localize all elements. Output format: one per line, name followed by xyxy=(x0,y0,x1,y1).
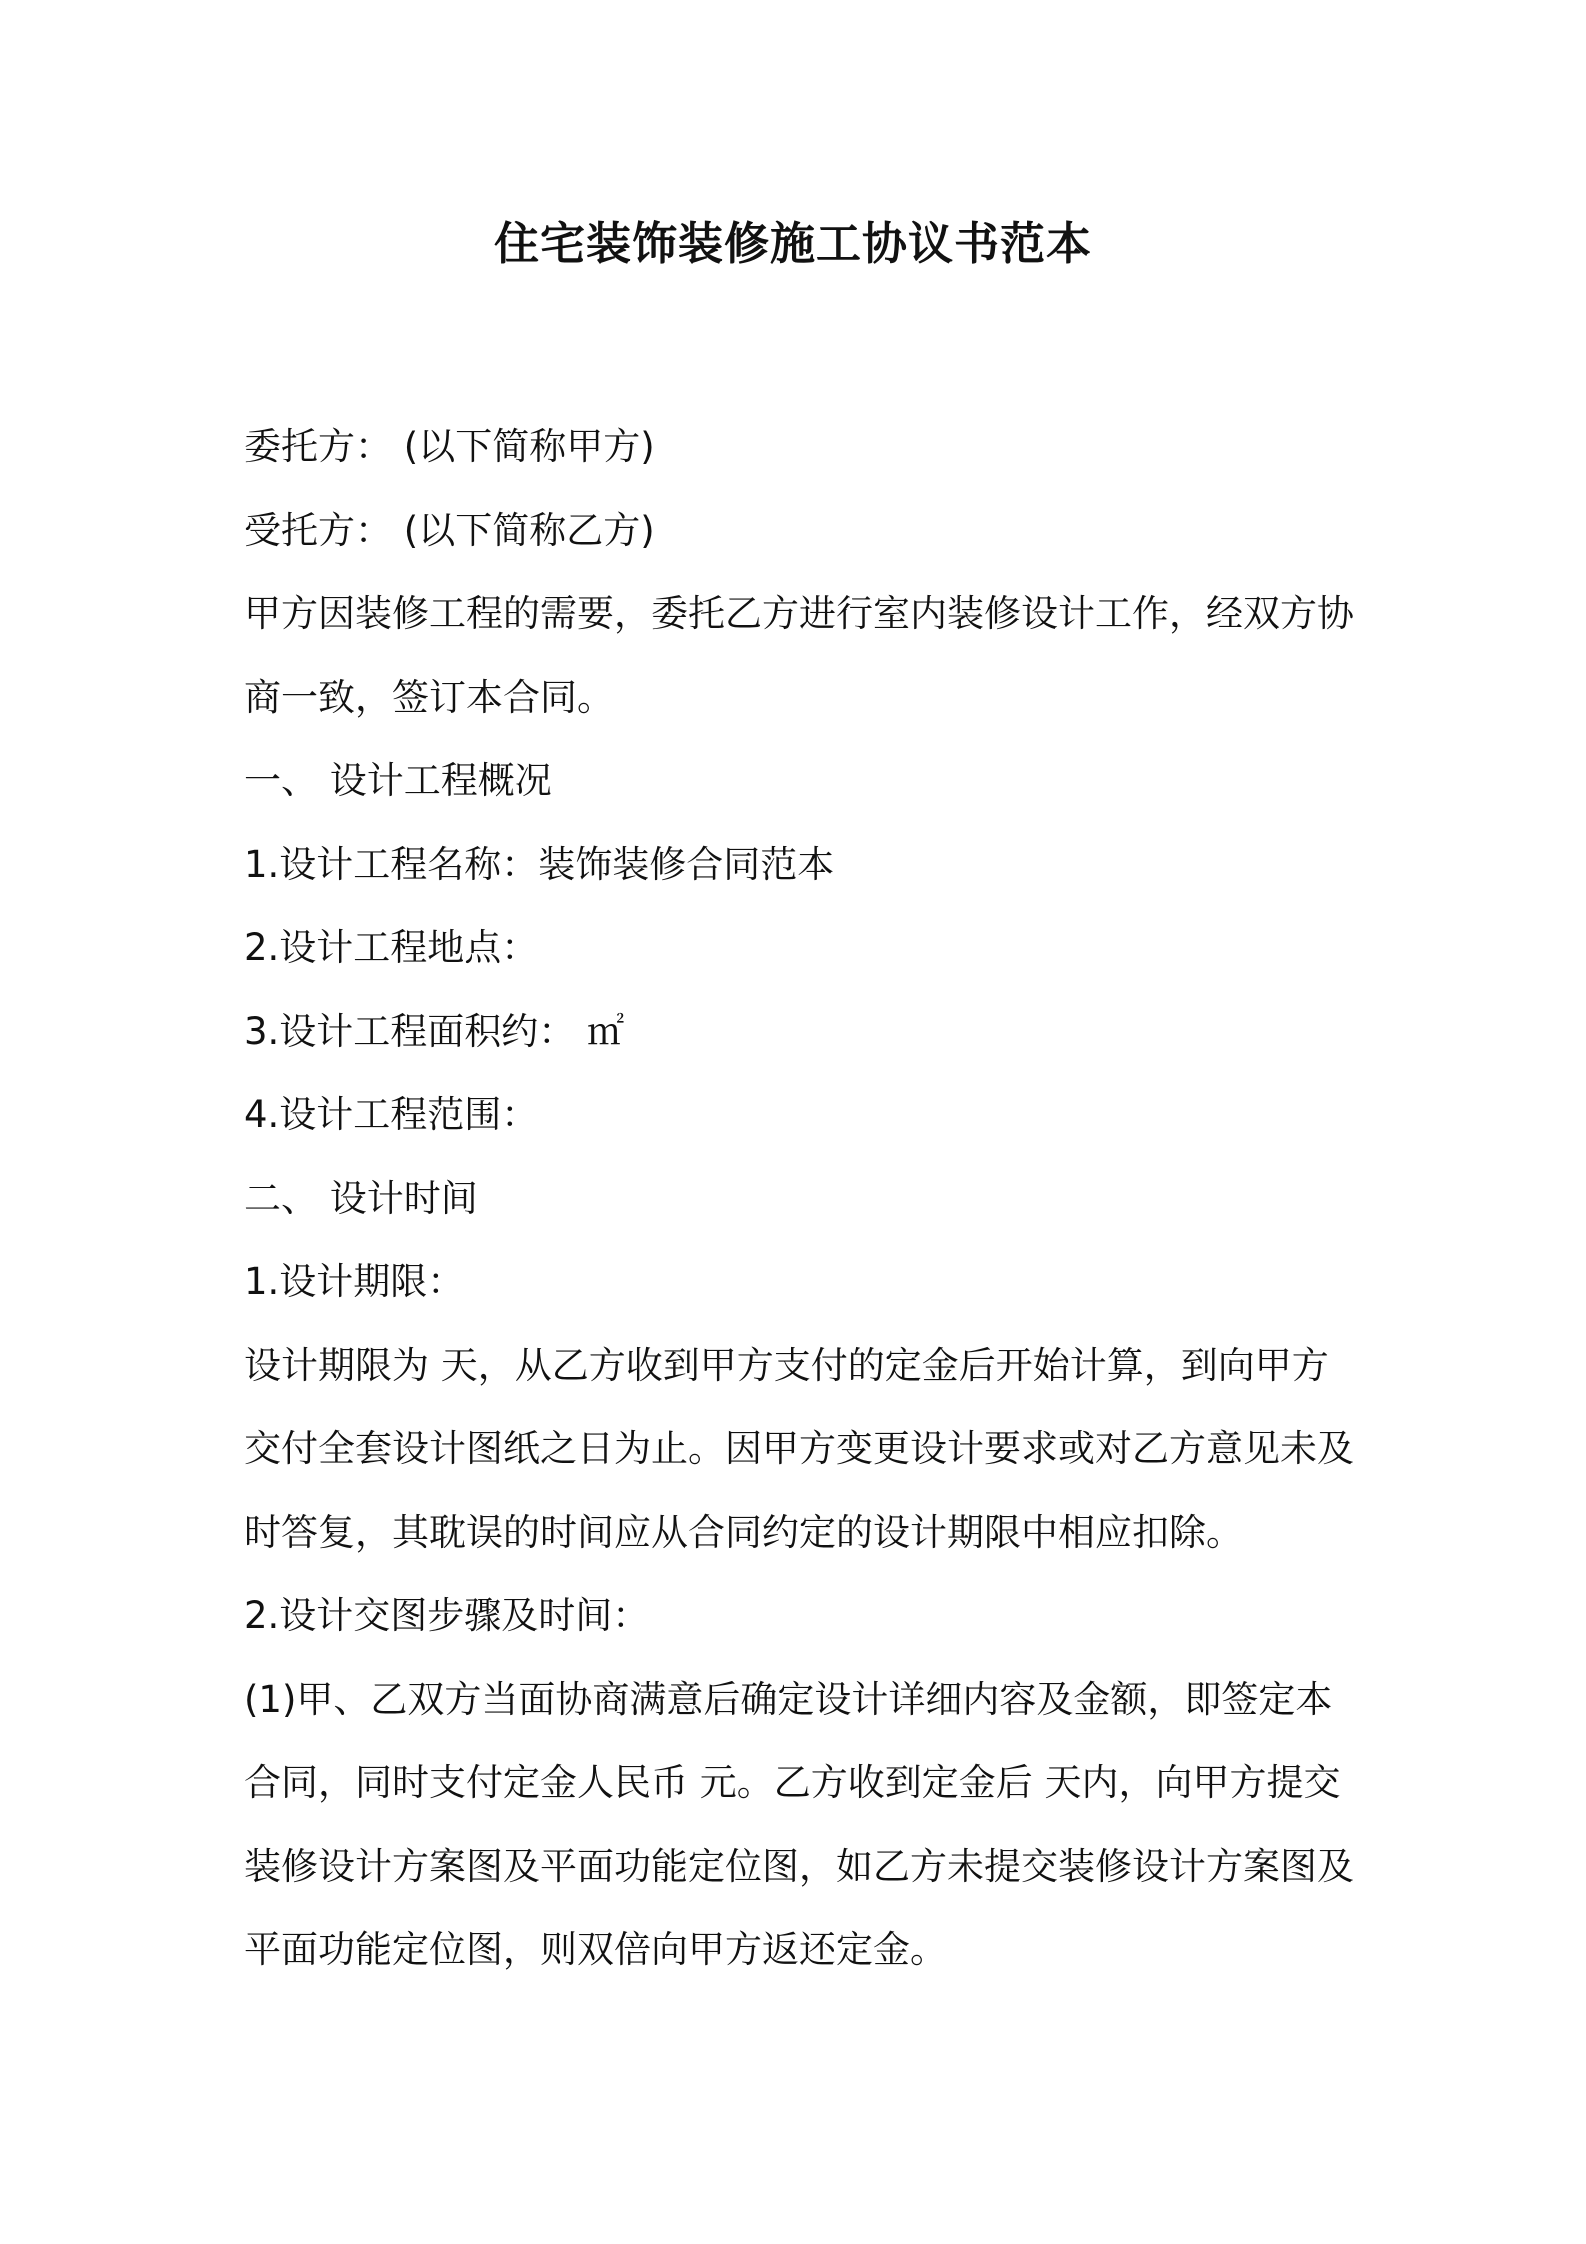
text-line: 2.设计交图步骤及时间： xyxy=(244,1594,650,1637)
text-line: 2.设计工程地点： xyxy=(244,926,539,969)
section-heading: 二、 设计时间 xyxy=(244,1176,478,1220)
document-title: 住宅装饰装修施工协议书范本 xyxy=(493,217,1092,270)
text-line: 委托方： (以下简称甲方) xyxy=(244,425,655,468)
text-line: 合同，同时支付定金人民币 元。乙方收到定金后 天内，向甲方提交 xyxy=(244,1761,1341,1804)
text-line: (1)甲、乙双方当面协商满意后确定设计详细内容及金额，即签定本 xyxy=(244,1677,1333,1721)
section-heading: 一、 设计工程概况 xyxy=(244,759,552,802)
text-line: 设计期限为 天，从乙方收到甲方支付的定金后开始计算，到向甲方 xyxy=(244,1343,1329,1387)
text-line: 时答复，其耽误的时间应从合同约定的设计期限中相应扣除。 xyxy=(244,1510,1243,1554)
text-line: 装修设计方案图及平面功能定位图，如乙方未提交装修设计方案图及 xyxy=(244,1844,1354,1888)
text-line: 1.设计工程名称：装饰装修合同范本 xyxy=(244,842,835,886)
text-line: 商一致，签订本合同。 xyxy=(244,675,614,719)
text-line: 4.设计工程范围： xyxy=(244,1093,539,1136)
document-body xyxy=(244,405,1354,1992)
text-line: 3.设计工程面积约： ㎡ xyxy=(244,1009,625,1053)
text-line: 甲方因装修工程的需要，委托乙方进行室内装修设计工作，经双方协 xyxy=(244,592,1354,635)
text-line: 受托方： (以下简称乙方) xyxy=(244,508,655,552)
text-line: 交付全套设计图纸之日为止。因甲方变更设计要求或对乙方意见未及 xyxy=(244,1427,1354,1470)
text-line: 平面功能定位图，则双倍向甲方返还定金。 xyxy=(244,1928,947,1971)
text-line: 1.设计期限： xyxy=(244,1260,465,1303)
